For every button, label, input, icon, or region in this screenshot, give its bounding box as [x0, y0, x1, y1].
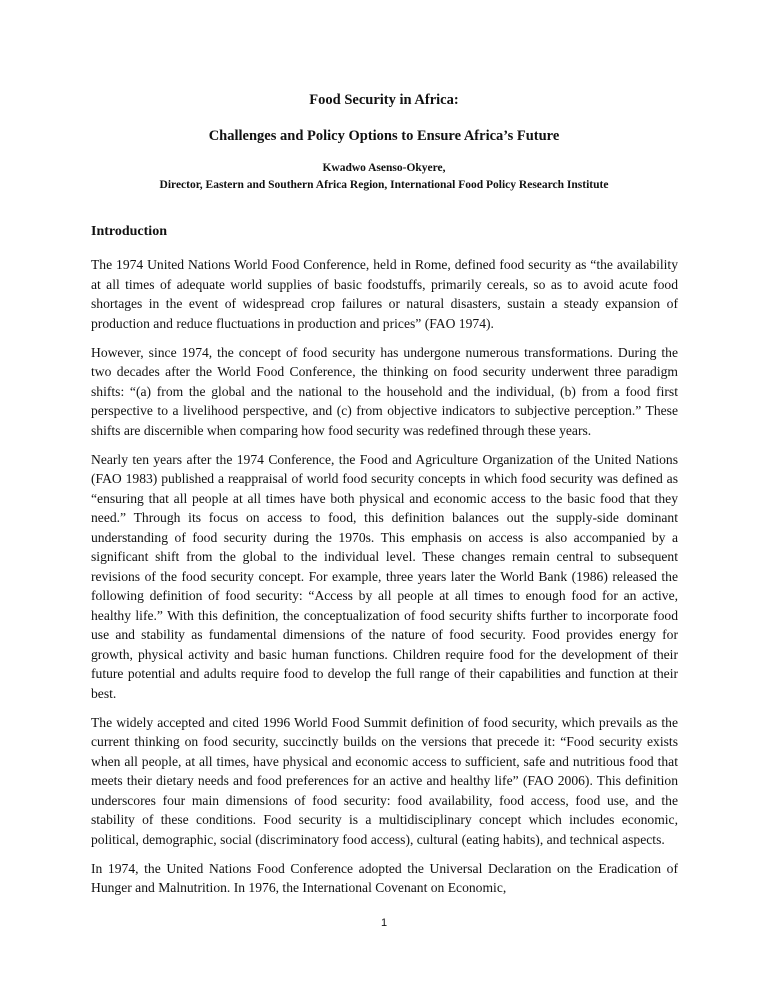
paragraph-1: The 1974 United Nations World Food Conference, held in Rome, defined food security as “the availability at all times of adequate world supplies of basic foodstuffs, primarily cereals, so as to avoid acute food shortages in the event of widespread crop failures or natural disasters, sustain a steady expansion of production and reduce fluctuations in production and prices” (FAO 1974).: [91, 257, 678, 331]
paragraph-4: The widely accepted and cited 1996 World Food Summit definition of food security, which prevails as the current thinking on food security, succinctly builds on the versions that precede it: “Food security exists when all people, at all times, have physical and economic access to sufficient, safe and nutritious food that meets their dietary needs and food preferences for an active and healthy life” (FAO 2006). This definition underscores four main dimensions of food security: food availability, food access, food use, and the stability of these conditions. Food security is a multidisciplinary concept which includes economic, political, demographic, social (discriminatory food access), cultural (eating habits), and technical aspects.: [91, 714, 678, 847]
paper-subtitle: Challenges and Policy Options to Ensure Africa’s Future: [208, 128, 560, 144]
page-number: 1: [380, 917, 388, 929]
paragraph-2: However, since 1974, the concept of food security has undergone numerous transformations. During the two decades after the World Food Conference, the thinking on food security underwent three paradigm shifts: “(a) from the global and the national to the household and the individual, (b) from a food first perspective to a livelihood perspective, and (c) from objective indicators to subjective perception.” These shifts are discernible when comparing how food security was redefined through these years.: [91, 344, 678, 438]
paragraph-3: Nearly ten years after the 1974 Conference, the Food and Agriculture Organization of the United Nations (FAO 1983) published a reappraisal of world food security concepts in which food security was defined as “ensuring that all people at all times have both physical and economic access to the basic food that they need.” Through its focus on access to food, this definition balances out the supply-side dominant understanding of food security during the 1970s. This emphasis on access is also accompanied by a significant shift from the global to the individual level. These changes remain central to subsequent revisions of the food security concept. For example, three years later the World Bank (1986) released the following definition of food security: “Access by all people at all times to enough food for an active, healthy life.” With this definition, the conceptualization of food security shifts further to incorporate food use and stability as fundamental dimensions of the nature of food security. Food provides energy for growth, physical activity and basic human functions. Children require food for the development of their future potential and adults require food to develop the full range of their capabilities and function at their best.: [91, 451, 678, 701]
body-text: [91, 255, 678, 907]
section-heading-introduction: Introduction: [91, 224, 167, 239]
author-affiliation: Director, Eastern and Southern Africa Region, International Food Policy Research Institute: [159, 179, 609, 191]
author-name: Kwadwo Asenso-Okyere,: [322, 162, 446, 174]
paper-title: Food Security in Africa:: [309, 92, 459, 108]
paragraph-5: In 1974, the United Nations Food Conference adopted the Universal Declaration on the Eradication of Hunger and Malnutrition. In 1976, the International Covenant on Economic,: [91, 860, 678, 895]
